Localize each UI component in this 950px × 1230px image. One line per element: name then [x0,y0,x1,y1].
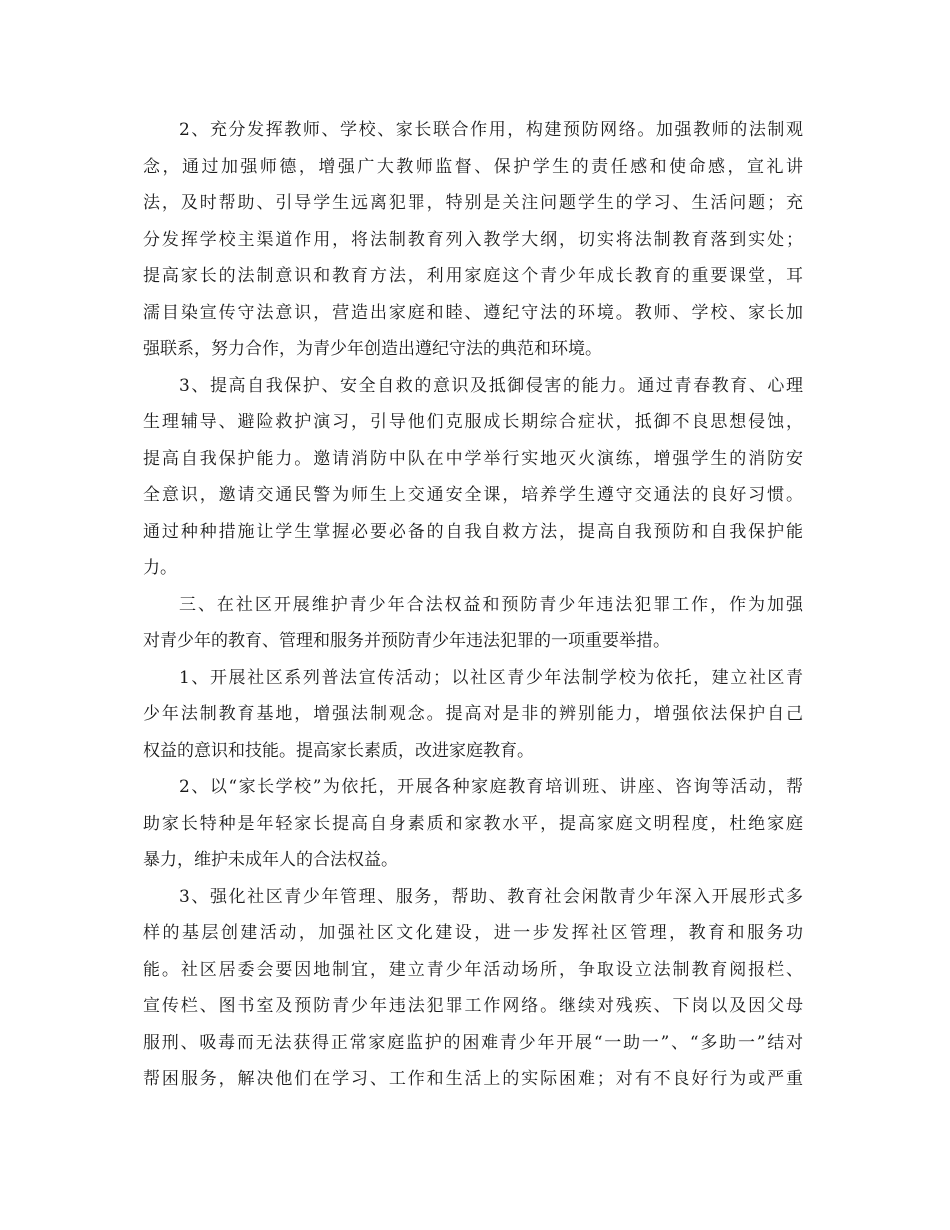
text-line: 3、提高自我保护、安全自救的意识及抵御侵害的能力。通过青春教育、心理 [179,375,803,396]
text-line: 宣传栏、图书室及预防青少年违法犯罪工作网络。继续对残疾、下岗以及因父母 [143,996,803,1016]
text-line: 三、在社区开展维护青少年合法权益和预防青少年违法犯罪工作，作为加强 [179,594,803,615]
text-line: 服刑、吸毒而无法获得正常家庭监护的困难青少年开展“一助一”、“多助一”结对 [143,1032,803,1053]
text-line: 暴力，维护未成年人的合法权益。 [143,850,398,870]
text-line: 念，通过加强师德，增强广大教师监督、保护学生的责任感和使命感，宣礼讲 [143,156,803,177]
text-line: 力。 [143,558,177,578]
text-line: 样的基层创建活动，加强社区文化建设，进一步发挥社区管理，教育和服务功 [143,923,803,943]
text-line: 能。社区居委会要因地制宜，建立青少年活动场所，争取设立法制教育阅报栏、 [143,959,803,980]
text-line: 帮困服务，解决他们在学习、工作和生活上的实际困难；对有不良好行为或严重 [143,1069,803,1089]
text-line: 分发挥学校主渠道作用，将法制教育列入教学大纲，切实将法制教育落到实处； [143,229,803,250]
text-line: 提高自我保护能力。邀请消防中队在中学举行实地灭火演练，增强学生的消防安 [143,448,803,469]
text-line: 生理辅导、避险救护演习，引导他们克服成长期综合症状，抵御不良思想侵蚀， [143,412,803,432]
text-line: 对青少年的教育、管理和服务并预防青少年违法犯罪的一项重要举措。 [143,631,670,651]
text-line: 3、强化社区青少年管理、服务，帮助、教育社会闲散青少年深入开展形式多 [179,886,803,907]
text-line: 权益的意识和技能。提高家长素质，改进家庭教育。 [143,740,534,761]
text-line: 全意识，邀请交通民警为师生上交通安全课，培养学生遵守交通法的良好习惯。 [143,485,803,505]
text-line: 2、以“家长学校”为依托，开展各种家庭教育培训班、讲座、咨询等活动，帮 [179,777,803,797]
text-line: 助家长特种是年轻家长提高自身素质和家教水平，提高家庭文明程度，杜绝家庭 [143,813,803,834]
text-line: 少年法制教育基地，增强法制观念。提高对是非的辨别能力，增强依法保护自己 [143,704,803,724]
text-line: 强联系，努力合作，为青少年创造出遵纪守法的典范和环境。 [143,339,602,359]
text-line: 1、开展社区系列普法宣传活动；以社区青少年法制学校为依托，建立社区青 [179,667,803,688]
text-line: 濡目染宣传守法意识，营造出家庭和睦、遵纪守法的环境。教师、学校、家长加 [143,302,803,323]
text-line: 通过种种措施让学生掌握必要必备的自我自救方法，提高自我预防和自我保护能 [143,521,803,542]
text-line: 法，及时帮助、引导学生远离犯罪，特别是关注问题学生的学习、生活问题；充 [143,193,803,213]
text-line: 2、充分发挥教师、学校、家长联合作用，构建预防网络。加强教师的法制观 [179,120,803,140]
text-line: 提高家长的法制意识和教育方法，利用家庭这个青少年成长教育的重要课堂，耳 [143,266,803,286]
document-body [143,114,803,1100]
